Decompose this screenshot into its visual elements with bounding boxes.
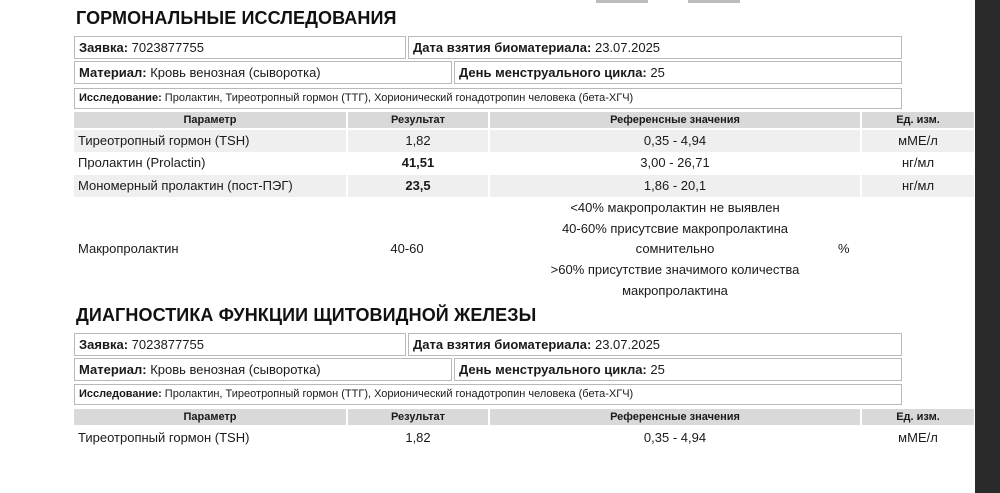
- cycle-day-field: [454, 358, 902, 381]
- cycle-day-value: 25: [650, 65, 665, 80]
- row-result: 1,82: [348, 130, 488, 152]
- order-label: Заявка:: [79, 40, 129, 55]
- study-value: Пролактин, Тиреотропный гормон (ТТГ), Хорионический гонадотропин человека (бета-ХГЧ): [164, 388, 634, 400]
- cycle-day-field: [454, 61, 902, 84]
- section-title-thyroid: ДИАГНОСТИКА ФУНКЦИИ ЩИТОВИДНОЙ ЖЕЛЕЗЫ: [76, 305, 537, 325]
- study-field: [74, 88, 902, 109]
- macroprolactin-reference: [490, 198, 860, 302]
- cycle-day-value: 25: [650, 362, 665, 377]
- header-parameter: Параметр: [74, 112, 346, 128]
- header-unit: Ед. изм.: [862, 409, 974, 425]
- header-unit: Ед. изм.: [862, 112, 974, 128]
- row-parameter: Тиреотропный гормон (TSH): [74, 130, 346, 152]
- results-table-header: [74, 112, 940, 128]
- section-title-hormonal: ГОРМОНАЛЬНЫЕ ИССЛЕДОВАНИЯ: [76, 8, 397, 28]
- header-result: Результат: [348, 112, 488, 128]
- study-field: [74, 384, 902, 405]
- table-row: [74, 175, 935, 197]
- reference-line: макропролактина: [622, 282, 728, 298]
- reference-line: сомнительно: [635, 241, 715, 257]
- results-table-header: [74, 409, 940, 425]
- device-edge: [975, 0, 1000, 493]
- order-field: [74, 36, 406, 59]
- header-reference: Референсные значения: [490, 409, 860, 425]
- row-parameter: Мономерный пролактин (пост-ПЭГ): [74, 175, 346, 197]
- sample-date-label: Дата взятия биоматериала:: [413, 337, 592, 352]
- macroprolactin-parameter: Макропролактин: [78, 241, 179, 256]
- table-row: [74, 130, 938, 152]
- order-label: Заявка:: [79, 337, 129, 352]
- table-row: [74, 152, 935, 174]
- material-label: Материал:: [79, 65, 147, 80]
- header-reference: Референсные значения: [490, 112, 860, 128]
- row-parameter: Тиреотропный гормон (TSH): [78, 430, 250, 445]
- row-unit: нг/мл: [862, 175, 974, 197]
- material-value: Кровь венозная (сыворотка): [150, 65, 321, 80]
- material-field: [74, 61, 452, 84]
- sample-date-value: 23.07.2025: [594, 337, 661, 352]
- row-unit: мМЕ/л: [898, 430, 938, 445]
- order-value: 7023877755: [131, 40, 204, 55]
- macroprolactin-result: 40-60: [390, 241, 424, 256]
- study-label: Исследование:: [79, 388, 162, 400]
- row-result: 41,51: [401, 155, 435, 170]
- reference-line: 40-60% присутсвие макропролактина: [561, 220, 789, 236]
- row-parameter: Пролактин (Prolactin): [78, 155, 206, 170]
- row-result: 23,5: [348, 175, 488, 197]
- top-edge-mark: [688, 0, 740, 3]
- macroprolactin-unit: %: [838, 241, 850, 256]
- study-value: Пролактин, Тиреотропный гормон (ТТГ), Хорионический гонадотропин человека (бета-ХГЧ): [164, 92, 634, 104]
- row-reference: 0,35 - 4,94: [490, 130, 860, 152]
- reference-line: >60% присутствие значимого количества: [550, 262, 800, 278]
- header-parameter: Параметр: [74, 409, 346, 425]
- header-result: Результат: [348, 409, 488, 425]
- sample-date-field: [408, 333, 902, 356]
- row-reference: 1,86 - 20,1: [490, 175, 860, 197]
- row-unit: нг/мл: [901, 155, 935, 170]
- row-reference: 0,35 - 4,94: [643, 430, 707, 445]
- reference-line: <40% макропролактин не выявлен: [570, 200, 780, 215]
- order-value: 7023877755: [131, 337, 204, 352]
- study-label: Исследование:: [79, 92, 162, 104]
- top-edge-mark: [596, 0, 648, 3]
- sample-date-label: Дата взятия биоматериала:: [413, 40, 592, 55]
- row-unit: мМЕ/л: [862, 130, 974, 152]
- material-label: Материал:: [79, 362, 147, 377]
- order-field: [74, 333, 406, 356]
- cycle-day-label: День менструального цикла:: [459, 362, 647, 377]
- sample-date-value: 23.07.2025: [594, 40, 661, 55]
- sample-date-field: [408, 36, 902, 59]
- cycle-day-label: День менструального цикла:: [459, 65, 647, 80]
- material-field: [74, 358, 452, 381]
- row-result: 1,82: [405, 430, 431, 445]
- row-reference: 3,00 - 26,71: [640, 155, 710, 170]
- table-row: [74, 427, 938, 449]
- material-value: Кровь венозная (сыворотка): [150, 362, 321, 377]
